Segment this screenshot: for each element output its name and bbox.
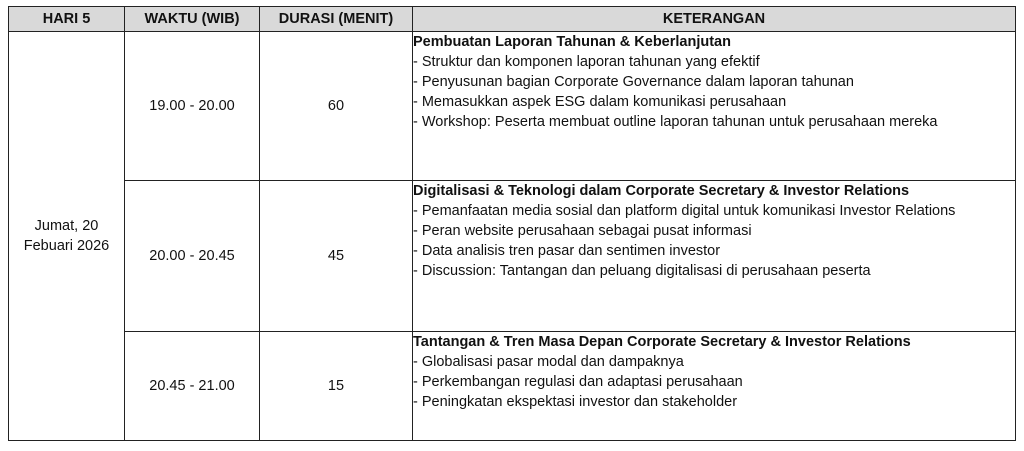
day-cell xyxy=(9,32,125,441)
session-item: - Globalisasi pasar modal dan dampaknya xyxy=(413,354,684,370)
time-cell: 20.00 - 20.45 xyxy=(125,181,260,332)
session-item: - Memasukkan aspek ESG dalam komunikasi perusahaan xyxy=(413,94,787,110)
duration-cell: 15 xyxy=(260,332,413,441)
session-title: Tantangan & Tren Masa Depan Corporate Secretary & Investor Relations xyxy=(413,334,911,350)
description-cell xyxy=(413,332,1016,441)
session-title: Pembuatan Laporan Tahunan & Keberlanjutan xyxy=(413,34,731,50)
session-item: - Pemanfaatan media sosial dan platform digital untuk komunikasi Investor Relations xyxy=(413,203,956,219)
session-title: Digitalisasi & Teknologi dalam Corporate Secretary & Investor Relations xyxy=(413,183,910,199)
header-duration: DURASI (MENIT) xyxy=(260,7,413,32)
session-item: - Struktur dan komponen laporan tahunan yang efektif xyxy=(413,54,760,70)
schedule-table xyxy=(8,6,1016,441)
header-row xyxy=(9,7,1016,32)
session-item: - Perkembangan regulasi dan adaptasi perusahaan xyxy=(413,374,743,390)
table-row xyxy=(9,332,1016,441)
header-description: KETERANGAN xyxy=(413,7,1016,32)
duration-cell: 45 xyxy=(260,181,413,332)
duration-cell: 60 xyxy=(260,32,413,181)
time-cell: 20.45 - 21.00 xyxy=(125,332,260,441)
table-row xyxy=(9,181,1016,332)
session-item: - Penyusunan bagian Corporate Governance dalam laporan tahunan xyxy=(413,74,854,90)
time-cell: 19.00 - 20.00 xyxy=(125,32,260,181)
day-line-2: Febuari 2026 xyxy=(23,238,110,254)
session-item: - Discussion: Tantangan dan peluang digitalisasi di perusahaan peserta xyxy=(413,263,871,279)
session-item: - Data analisis tren pasar dan sentimen investor xyxy=(413,243,721,259)
table-row xyxy=(9,32,1016,181)
day-line-1: Jumat, 20 xyxy=(34,218,99,234)
session-item: - Workshop: Peserta membuat outline laporan tahunan untuk perusahaan mereka xyxy=(413,114,938,130)
description-cell xyxy=(413,32,1016,181)
description-cell xyxy=(413,181,1016,332)
header-time: WAKTU (WIB) xyxy=(125,7,260,32)
session-item: - Peningkatan ekspektasi investor dan stakeholder xyxy=(413,394,738,410)
header-day: HARI 5 xyxy=(9,7,125,32)
session-item: - Peran website perusahaan sebagai pusat informasi xyxy=(413,223,752,239)
